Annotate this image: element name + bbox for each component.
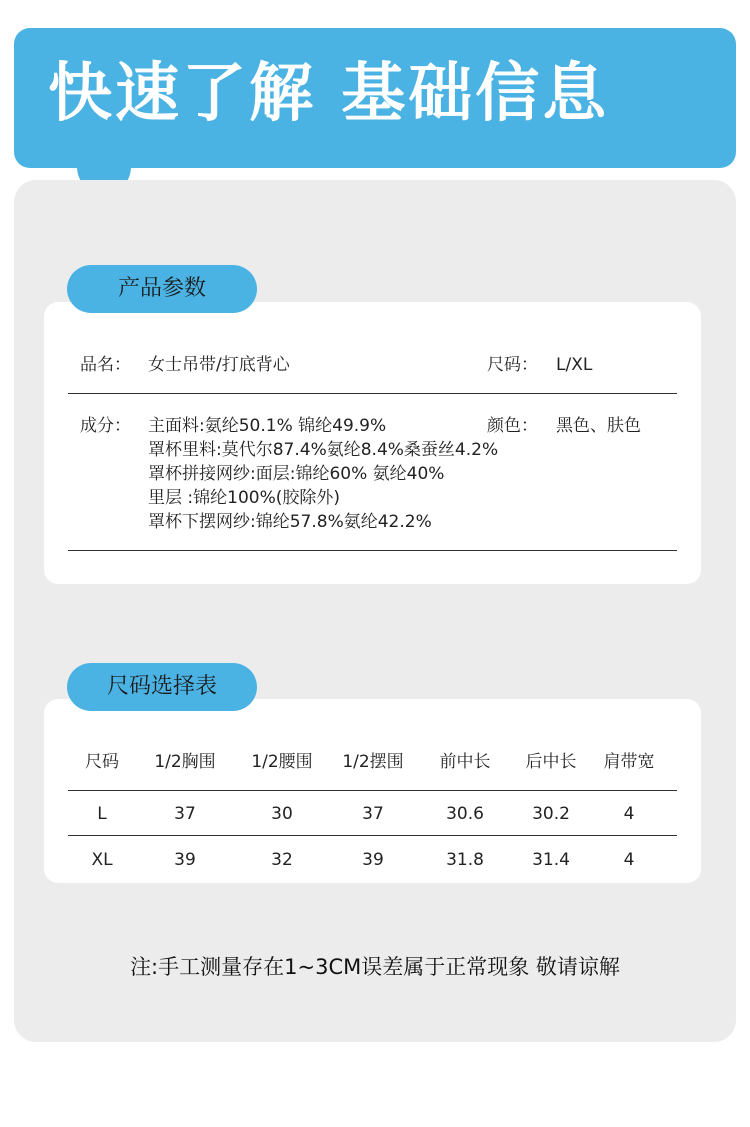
table-header-cell: 尺码 xyxy=(85,752,119,772)
divider xyxy=(68,790,677,791)
composition-line: 罩杯拼接网纱:面层:锦纶60% 氨纶40% xyxy=(148,464,445,484)
composition-line: 主面料:氨纶50.1% 锦纶49.9% xyxy=(148,416,387,436)
table-cell: 31.4 xyxy=(532,850,570,870)
table-cell: 37 xyxy=(362,804,384,824)
table-header-cell: 1/2胸围 xyxy=(154,752,216,772)
table-cell: 32 xyxy=(271,850,293,870)
name-value: 女士吊带/打底背心 xyxy=(148,355,290,375)
composition-label: 成分： xyxy=(80,416,131,436)
table-cell: 39 xyxy=(174,850,196,870)
size-value: L/XL xyxy=(556,355,593,375)
table-header-cell: 1/2摆围 xyxy=(342,752,404,772)
color-value: 黑色、肤色 xyxy=(556,416,641,436)
measurement-note: 注:手工测量存在1~3CM误差属于正常现象 敬请谅解 xyxy=(130,955,620,979)
table-cell: 30 xyxy=(271,804,293,824)
table-cell: 30.2 xyxy=(532,804,570,824)
table-header-cell: 1/2腰围 xyxy=(251,752,313,772)
name-label: 品名： xyxy=(80,355,131,375)
section-title-size-table: 尺码选择表 xyxy=(67,663,257,711)
table-cell: 4 xyxy=(623,804,635,824)
table-header-cell: 后中长 xyxy=(525,752,577,772)
divider xyxy=(68,835,677,836)
table-cell: 4 xyxy=(623,850,635,870)
size-label: 尺码： xyxy=(487,355,538,375)
section-title-product-params: 产品参数 xyxy=(67,265,257,313)
composition-line: 罩杯里料:莫代尔87.4%氨纶8.4%桑蚕丝4.2% xyxy=(148,440,499,460)
page-title: 快速了解 基础信息 xyxy=(48,57,610,131)
table-header-cell: 前中长 xyxy=(439,752,491,772)
composition-line: 罩杯下摆网纱:锦纶57.8%氨纶42.2% xyxy=(148,512,432,532)
table-cell: 39 xyxy=(362,850,384,870)
table-cell: 31.8 xyxy=(446,850,484,870)
color-label: 颜色： xyxy=(487,416,538,436)
composition-line: 里层 :锦纶100%(胶除外) xyxy=(148,488,340,508)
table-cell: XL xyxy=(91,850,113,870)
table-cell: L xyxy=(97,804,107,824)
divider xyxy=(68,393,677,394)
table-header-cell: 肩带宽 xyxy=(603,752,655,772)
table-cell: 30.6 xyxy=(446,804,484,824)
divider xyxy=(68,550,677,551)
table-cell: 37 xyxy=(174,804,196,824)
